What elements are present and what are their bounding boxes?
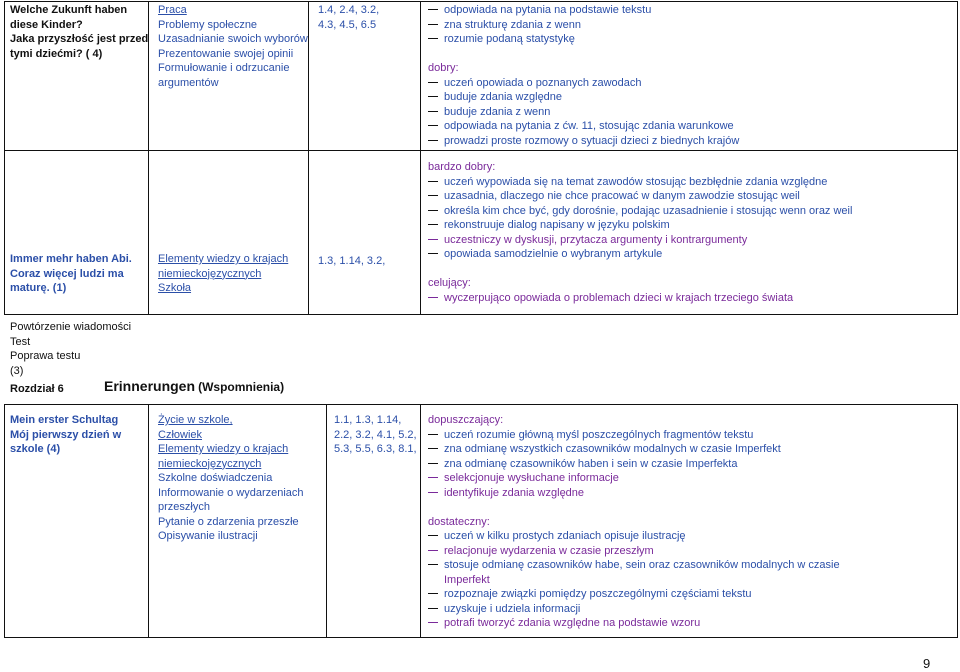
row1-requirements — [428, 3, 739, 148]
req-item: buduje zdania względne — [428, 90, 739, 105]
row2-content-line: Szkoła — [158, 282, 192, 294]
chapter-title: Erinnerungen — [104, 378, 196, 394]
review-block — [10, 320, 131, 378]
req-item: potrafi tworzyć zdania względne na podstawie wzoru — [428, 616, 840, 631]
row1-topic-line: Jaka przyszłość jest przed — [10, 33, 149, 45]
row2-topic-line: maturę. (1) — [10, 282, 67, 294]
grade-label-celujacy: celujący: — [428, 277, 471, 289]
row2-content-line: niemieckojęzycznych — [158, 267, 262, 280]
t2-col-border-2 — [326, 404, 327, 637]
row1-content-line: Praca — [158, 4, 187, 16]
row3-content-line: Szkolne doświadczenia — [158, 472, 273, 484]
row1-topic-line: tymi dziećmi? ( 4) — [10, 47, 103, 60]
req-item: rozpoznaje związki pomiędzy poszczególnymi częściami tekstu — [428, 587, 840, 602]
row3-refs — [334, 413, 417, 457]
review-line: (3) — [10, 364, 24, 377]
col-border-4 — [957, 1, 958, 314]
row1-content-line: argumentów — [158, 76, 219, 89]
req-item: selekcjonuje wysłuchane informacje — [428, 471, 840, 486]
req-item: opowiada samodzielnie o wybranym artykule — [428, 247, 852, 262]
col-border-3 — [420, 1, 421, 314]
row3-requirements — [428, 413, 840, 631]
req-item-continuation: Imperfekt — [444, 573, 490, 586]
t2-col-border-1 — [148, 404, 149, 637]
row2-topic-line: Immer mehr haben Abi. — [10, 253, 132, 265]
grade-label-dostateczny: dostateczny: — [428, 515, 490, 528]
req-item: rekonstruuje dialog napisany w języku polskim — [428, 218, 852, 233]
row3-content-line: Życie w szkole, — [158, 414, 233, 426]
row3-content-line: przeszłych — [158, 501, 210, 513]
req-item: identyfikuje zdania względne — [428, 486, 840, 501]
row3-content — [158, 413, 304, 544]
row3-topic-line: Mój pierwszy dzień w — [10, 428, 122, 441]
row2-ref-line: 1.3, 1.14, 3.2, — [318, 255, 386, 267]
req-item: uzasadnia, dlaczego nie chce pracować w danym zawodzie stosując weil — [428, 189, 852, 204]
req-item: odpowiada na pytania na podstawie tekstu — [428, 3, 739, 18]
req-item: zna odmianę czasowników haben i sein w czasie Imperfekta — [428, 457, 840, 472]
req-item: prowadzi proste rozmowy o sytuacji dzieci z biednych krajów — [428, 134, 739, 149]
req-item: relacjonuje wydarzenia w czasie przeszłym — [428, 544, 840, 559]
t2-col-border-3 — [420, 404, 421, 637]
col-border-0 — [4, 1, 5, 314]
req-item: uczeń opowiada o poznanych zawodach — [428, 76, 739, 91]
row1-topic-line: diese Kinder? — [10, 18, 83, 31]
row2-topic — [10, 252, 132, 296]
row3-content-line: Pytanie o zdarzenia przeszłe — [158, 515, 299, 528]
row3-ref-line: 1.1, 1.3, 1.14, — [334, 414, 402, 426]
row3-content-line: niemieckojęzycznych — [158, 457, 262, 470]
row2-refs — [318, 254, 385, 269]
grade-label-dobry: dobry: — [428, 62, 459, 74]
row3-topic-line: Mein erster Schultag — [10, 414, 119, 426]
row3-content-line: Elementy wiedzy o krajach — [158, 443, 289, 455]
req-item: uczestniczy w dyskusji, przytacza argumenty i kontrargumenty — [428, 233, 852, 248]
req-item: odpowiada na pytania z ćw. 11, stosując zdania warunkowe — [428, 119, 739, 134]
row2-requirements — [428, 160, 852, 305]
review-line: Poprawa testu — [10, 350, 81, 362]
req-item: wyczerpująco opowiada o problemach dzieci w krajach trzeciego świata — [428, 291, 852, 306]
row3-content-line: Opisywanie ilustracji — [158, 530, 258, 542]
row1-ref-line: 1.4, 2.4, 3.2, — [318, 4, 380, 16]
row1-content-line: Prezentowanie swojej opinii — [158, 47, 294, 60]
row2-content — [158, 252, 288, 296]
req-item: zna strukturę zdania z wenn — [428, 18, 739, 33]
row3-topic — [10, 413, 121, 457]
req-item: uczeń rozumie główną myśl poszczególnych fragmentów tekstu — [428, 428, 840, 443]
row2-content-line: Elementy wiedzy o krajach — [158, 253, 289, 265]
row3-ref-line: 2.2, 3.2, 4.1, 5.2, — [334, 428, 417, 441]
row1-topic-line: Welche Zukunft haben — [10, 4, 128, 16]
t2-col-border-4 — [957, 404, 958, 637]
chapter-heading — [104, 379, 284, 396]
row1-topic — [10, 3, 148, 61]
req-item: buduje zdania z wenn — [428, 105, 739, 120]
row2-topic-line: Coraz więcej ludzi ma — [10, 267, 124, 280]
row1-refs — [318, 3, 379, 32]
review-line: Powtórzenie wiadomości — [10, 321, 132, 333]
req-item: określa kim chce być, gdy dorośnie, podając uzasadnienie i stosując wenn oraz weil — [428, 204, 852, 219]
req-item: rozumie podaną statystykę — [428, 32, 739, 47]
page-number: 9 — [923, 656, 931, 671]
review-line: Test — [10, 335, 31, 348]
req-item: uczeń wypowiada się na temat zawodów stosując bezbłędnie zdania względne — [428, 175, 852, 190]
table2-border-bottom — [4, 637, 958, 638]
row3-content-line: Człowiek — [158, 428, 203, 441]
grade-label-bardzo-dobry: bardzo dobry: — [428, 161, 496, 173]
row3-content-line: Informowanie o wydarzeniach — [158, 486, 304, 499]
req-item: uzyskuje i udziela informacji — [428, 602, 840, 617]
row1-ref-line: 4.3, 4.5, 6.5 — [318, 18, 377, 31]
grade-label-dopuszczajacy: dopuszczający: — [428, 414, 504, 426]
chapter-label: Rozdział 6 — [10, 383, 64, 395]
row3-topic-line: szkole (4) — [10, 443, 61, 455]
table-border-bottom — [4, 314, 958, 315]
chapter-subtitle: (Wspomnienia) — [198, 380, 285, 394]
row1-content-line: Formułowanie i odrzucanie — [158, 62, 290, 74]
row3-ref-line: 5.3, 5.5, 6.3, 8.1, — [334, 443, 417, 455]
t2-col-border-0 — [4, 404, 5, 637]
col-border-2 — [308, 1, 309, 314]
row1-content-line: Uzasadnianie swoich wyborów — [158, 33, 308, 45]
row1-content-line: Problemy społeczne — [158, 18, 258, 31]
req-item: uczeń w kilku prostych zdaniach opisuje ilustrację — [428, 529, 840, 544]
req-item: zna odmianę wszystkich czasowników modalnych w czasie Imperfekt — [428, 442, 840, 457]
row1-content — [158, 3, 308, 90]
req-item: stosuje odmianę czasowników habe, sein oraz czasowników modalnych w czasie — [428, 558, 840, 573]
